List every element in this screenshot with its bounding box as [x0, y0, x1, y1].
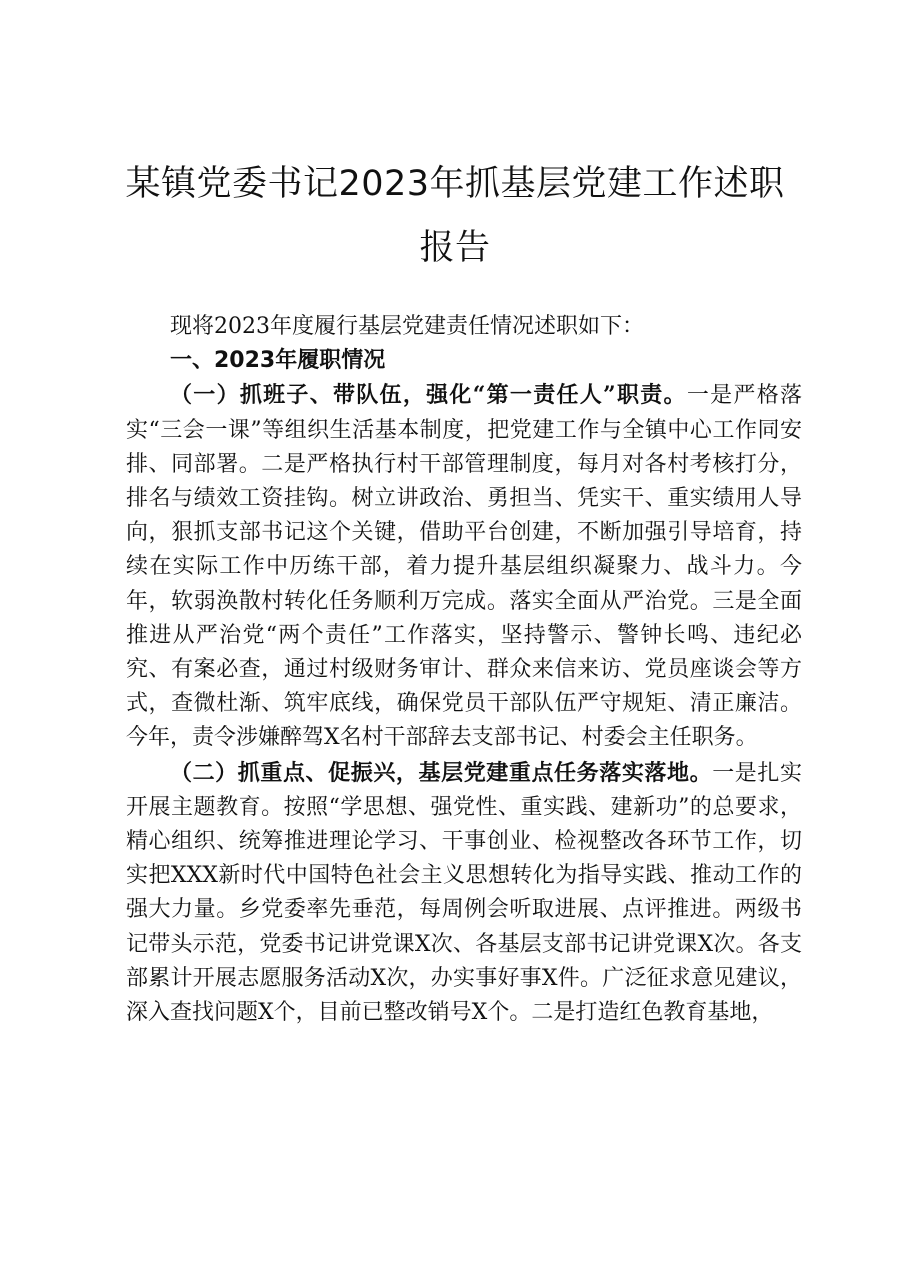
paragraph-1-lead: （一）抓班子、带队伍，强化“第一责任人”职责。 [170, 382, 687, 409]
paragraph-1 [126, 378, 802, 755]
paragraph-2-lead: （二）抓重点、促振兴，基层党建重点任务落实落地。 [170, 759, 713, 786]
document-body [126, 310, 802, 1030]
paragraph-2 [126, 756, 802, 1031]
section-heading: 一、2023年履职情况 [170, 348, 386, 374]
paragraph-1-body: 一是严格落实“三会一课”等组织生活基本制度，把党建工作与全镇中心工作同安排、同部署。二是严格执行村干部管理制度，每月对各村考核打分，排名与绩效工资挂钩。树立讲政治、勇担当、凭实干、重实绩用人导向，狠抓支部书记这个关键，借助平台创建，不断加强引导培育，持续在实际工作中历练干部，着力提升基层组织凝聚力、战斗力。今年，软弱涣散村转化任务顺利万完成。落实全面从严治党。三是全面推进从严治党“两个责任”工作落实，坚持警示、警钟长鸣、违纪必究、有案必查，通过村级财务审计、群众来信来访、党员座谈会等方式，查微杜渐、筑牢底线，确保党员干部队伍严守规矩、清正廉洁。今年，责令涉嫌醉驾X名村干部辞去支部书记、村委会主任职务。 [126, 383, 802, 751]
document-title: 某镇党委书记2023年抓基层党建工作述职报告 [125, 164, 785, 268]
intro-paragraph: 现将2023年度履行基层党建责任情况述职如下： [170, 314, 644, 339]
paragraph-2-body: 一是扎实开展主题教育。按照“学思想、强党性、重实践、建新功”的总要求，精心组织、统筹推进理论学习、干事创业、检视整改各环节工作，切实把XXX新时代中国特色社会主义思想转化为指导实践、推动工作的强大力量。乡党委率先垂范，每周例会听取进展、点评推进。两级书记带头示范，党委书记讲党课X次、各基层支部书记讲党课X次。各支部累计开展志愿服务活动X次，办实事好事X件。广泛征求意见建议，深入查找问题X个，目前已整改销号X个。二是打造红色教育基地， [126, 760, 802, 1026]
